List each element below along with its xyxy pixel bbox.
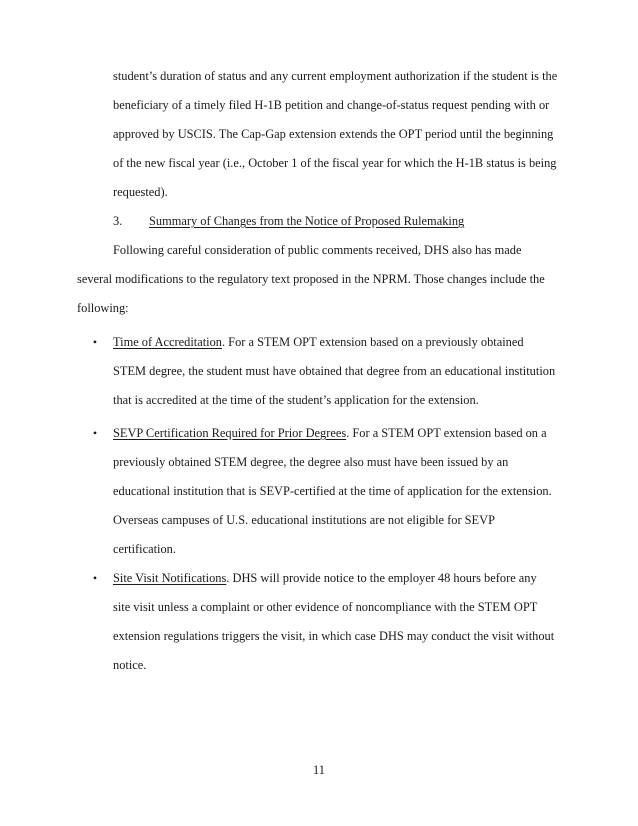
bullet-3-text: . DHS will provide notice to the employer 48 hours before any bbox=[226, 571, 537, 585]
page-number: 11 bbox=[313, 763, 325, 777]
bullet-3-line-4: notice. bbox=[113, 658, 147, 672]
bullet-3-first-line bbox=[113, 570, 537, 586]
para1-line-4: of the new fiscal year (i.e., October 1 of the fiscal year for which the H-1B status is being bbox=[113, 156, 557, 170]
bullet-1-title: Time of Accreditation bbox=[113, 335, 222, 349]
section-title: Summary of Changes from the Notice of Proposed Rulemaking bbox=[149, 214, 465, 228]
bullet-2-line-2: previously obtained STEM degree, the degree also must have been issued by an bbox=[113, 455, 509, 469]
bullet-1-text: . For a STEM OPT extension based on a previously obtained bbox=[221, 335, 524, 349]
bullet-symbol: • bbox=[92, 335, 98, 349]
section-number: 3. bbox=[113, 214, 123, 228]
bullet-2-line-3: educational institution that is SEVP-certified at the time of application for the extension. bbox=[113, 484, 552, 498]
bullet-3-line-2: site visit unless a complaint or other evidence of noncompliance with the STEM OPT bbox=[113, 600, 538, 614]
bullet-2-first-line bbox=[113, 425, 547, 441]
para1-line-1: student’s duration of status and any current employment authorization if the student is the bbox=[113, 69, 558, 83]
bullet-1-line-3: that is accredited at the time of the student’s application for the extension. bbox=[113, 393, 479, 407]
bullet-3-line-3: extension regulations triggers the visit, in which case DHS may conduct the visit without bbox=[113, 629, 555, 643]
bullet-1-line-2: STEM degree, the student must have obtained that degree from an educational institution bbox=[113, 364, 556, 378]
para1-line-5: requested). bbox=[113, 185, 168, 199]
para2-line-2: several modifications to the regulatory text proposed in the NPRM. Those changes include the bbox=[77, 272, 545, 286]
bullet-2-text: . For a STEM OPT extension based on a bbox=[346, 426, 547, 440]
bullet-2-line-5: certification. bbox=[113, 542, 176, 556]
para2-line-3: following: bbox=[77, 301, 129, 315]
para2-line-1: Following careful consideration of public comments received, DHS also has made bbox=[113, 243, 522, 257]
section-heading bbox=[113, 213, 464, 229]
bullet-2-line-4: Overseas campuses of U.S. educational institutions are not eligible for SEVP bbox=[113, 513, 495, 527]
bullet-symbol: • bbox=[92, 571, 98, 585]
para1-line-2: beneficiary of a timely filed H-1B petition and change-of-status request pending with or bbox=[113, 98, 550, 112]
bullet-2-title: SEVP Certification Required for Prior Degrees bbox=[113, 426, 347, 440]
bullet-3-title: Site Visit Notifications bbox=[113, 571, 227, 585]
bullet-symbol: • bbox=[92, 426, 98, 440]
bullet-1-first-line bbox=[113, 334, 524, 350]
para1-line-3: approved by USCIS. The Cap-Gap extension extends the OPT period until the beginning bbox=[113, 127, 554, 141]
